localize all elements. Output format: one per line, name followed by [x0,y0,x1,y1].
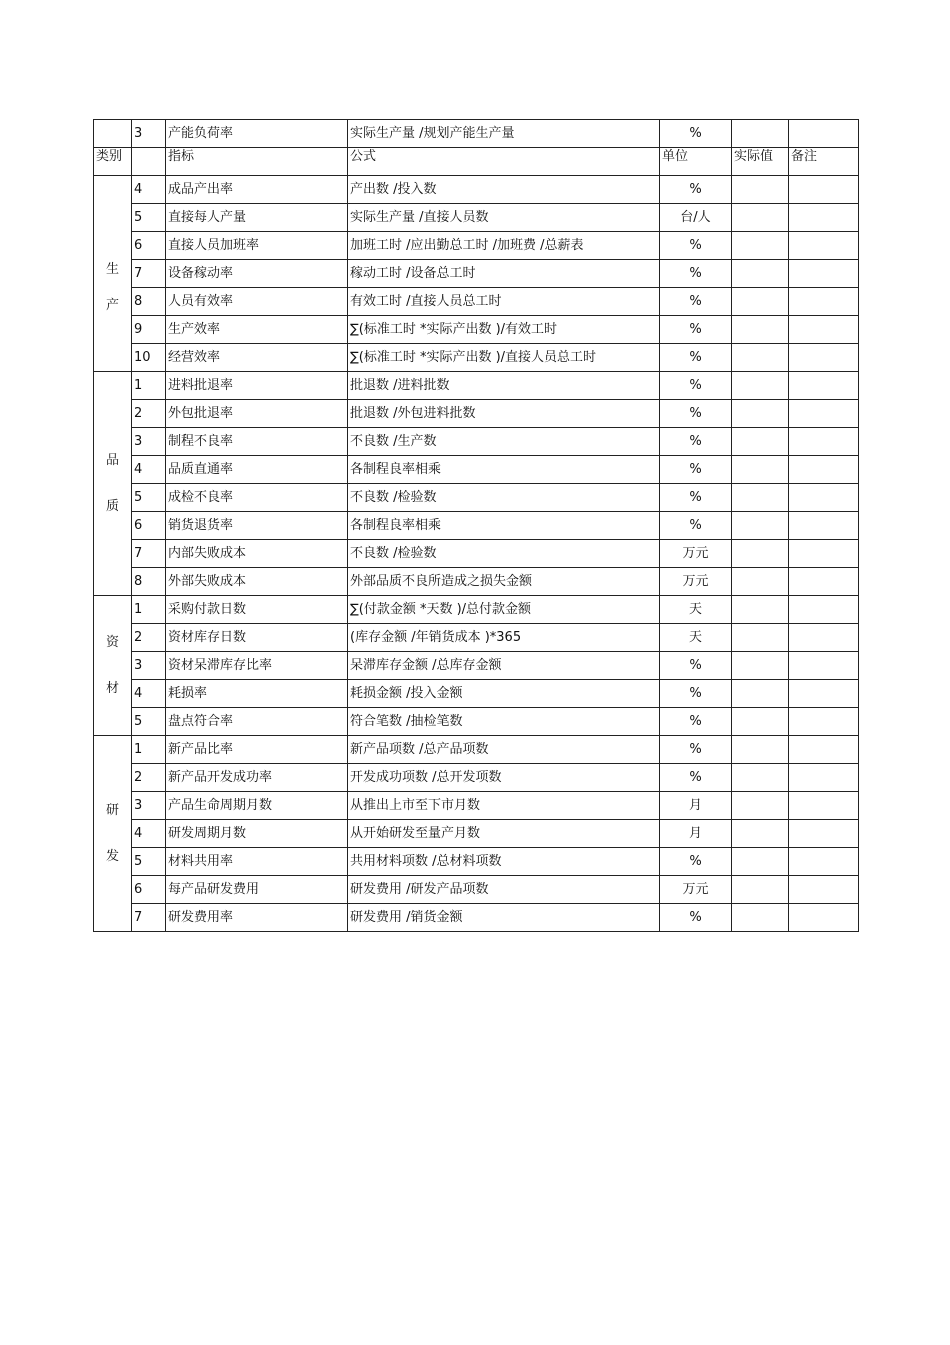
category-label [106,635,119,697]
header-indicator: 指标 [166,148,348,176]
formula-cell: 呆滞库存金额 /总库存金额 [348,652,660,680]
table-row [94,736,859,764]
unit-cell: 月 [660,792,732,820]
unit-cell: 天 [660,596,732,624]
actual-value-cell [732,400,789,428]
formula-cell: 实际生产量 /规划产能生产量 [348,120,660,148]
remark-cell [789,736,859,764]
unit-cell: % [660,736,732,764]
unit-cell: % [660,176,732,204]
actual-value-cell [732,792,789,820]
index-cell: 1 [132,596,166,624]
index-cell: 4 [132,456,166,484]
formula-cell: 不良数 /检验数 [348,484,660,512]
actual-value-cell [732,316,789,344]
table-row [94,904,859,932]
unit-cell: % [660,428,732,456]
index-cell: 4 [132,820,166,848]
actual-value-cell [732,372,789,400]
unit-cell: % [660,848,732,876]
header-category: 类别 [94,148,132,176]
table-row [94,792,859,820]
table-row [94,120,859,148]
remark-cell [789,400,859,428]
index-cell: 3 [132,428,166,456]
unit-cell: % [660,232,732,260]
remark-cell [789,624,859,652]
formula-cell: 外部品质不良所造成之损失金额 [348,568,660,596]
formula-cell: ∑(标准工时 *实际产出数 )/直接人员总工时 [348,344,660,372]
index-cell: 9 [132,316,166,344]
remark-cell [789,764,859,792]
index-cell: 7 [132,904,166,932]
actual-value-cell [732,260,789,288]
formula-cell: 符合笔数 /抽检笔数 [348,708,660,736]
indicator-cell: 产能负荷率 [166,120,348,148]
index-cell: 3 [132,792,166,820]
category-char: 品 [105,452,119,468]
remark-cell [789,596,859,624]
category-char: 研 [105,802,119,818]
unit-cell: % [660,316,732,344]
index-cell: 8 [132,288,166,316]
index-cell: 2 [132,400,166,428]
remark-cell [789,456,859,484]
table-row [94,876,859,904]
formula-cell: 批退数 /进料批数 [348,372,660,400]
table-row [94,400,859,428]
header-unit: 单位 [660,148,732,176]
formula-cell: 各制程良率相乘 [348,456,660,484]
actual-value-cell [732,232,789,260]
unit-cell: 万元 [660,540,732,568]
actual-value-cell [732,904,789,932]
table-row [94,568,859,596]
remark-cell [789,680,859,708]
formula-cell: 新产品项数 /总产品项数 [348,736,660,764]
unit-cell: 万元 [660,876,732,904]
remark-cell [789,260,859,288]
table-row [94,428,859,456]
index-cell: 5 [132,484,166,512]
indicator-cell: 研发费用率 [166,904,348,932]
unit-cell: % [660,904,732,932]
indicator-cell: 资材呆滞库存比率 [166,652,348,680]
indicator-cell: 产品生命周期月数 [166,792,348,820]
actual-value-cell [732,876,789,904]
table-row [94,848,859,876]
category-char: 质 [105,498,119,514]
formula-cell: 不良数 /生产数 [348,428,660,456]
index-cell: 5 [132,708,166,736]
actual-value-cell [732,652,789,680]
table-row [94,708,859,736]
indicator-cell: 人员有效率 [166,288,348,316]
kpi-table-body [94,120,859,932]
index-cell: 4 [132,176,166,204]
unit-cell: % [660,260,732,288]
actual-value-cell [732,708,789,736]
table-row [94,484,859,512]
indicator-cell: 直接人员加班率 [166,232,348,260]
table-row [94,820,859,848]
indicator-cell: 耗损率 [166,680,348,708]
actual-value-cell [732,288,789,316]
index-cell: 7 [132,260,166,288]
indicator-cell: 资材库存日数 [166,624,348,652]
indicator-cell: 每产品研发费用 [166,876,348,904]
indicator-cell: 新产品开发成功率 [166,764,348,792]
actual-value-cell [732,596,789,624]
table-row [94,260,859,288]
category-label [106,803,119,865]
indicator-cell: 设备稼动率 [166,260,348,288]
table-row [94,764,859,792]
actual-value-cell [732,176,789,204]
remark-cell [789,568,859,596]
formula-cell: 从推出上市至下市月数 [348,792,660,820]
actual-value-cell [732,344,789,372]
unit-cell: 天 [660,624,732,652]
table-row [94,344,859,372]
indicator-cell: 外包批退率 [166,400,348,428]
unit-cell: % [660,764,732,792]
unit-cell: % [660,456,732,484]
remark-cell [789,820,859,848]
indicator-cell: 销货退货率 [166,512,348,540]
category-cell [94,120,132,148]
index-cell: 6 [132,876,166,904]
actual-value-cell [732,680,789,708]
table-row [94,176,859,204]
table-row [94,232,859,260]
category-cell [94,372,132,596]
index-cell: 2 [132,764,166,792]
formula-cell: 开发成功项数 /总开发项数 [348,764,660,792]
table-row [94,316,859,344]
remark-cell [789,120,859,148]
actual-value-cell [732,820,789,848]
actual-value-cell [732,848,789,876]
category-cell [94,176,132,372]
formula-cell: 有效工时 /直接人员总工时 [348,288,660,316]
formula-cell: 产出数 /投入数 [348,176,660,204]
formula-cell: 研发费用 /研发产品项数 [348,876,660,904]
formula-cell: 研发费用 /销货金额 [348,904,660,932]
indicator-cell: 制程不良率 [166,428,348,456]
table-row [94,652,859,680]
table-row [94,372,859,400]
category-char: 产 [105,297,119,313]
index-cell: 5 [132,848,166,876]
index-cell: 3 [132,120,166,148]
indicator-cell: 品质直通率 [166,456,348,484]
remark-cell [789,540,859,568]
table-row [94,288,859,316]
remark-cell [789,372,859,400]
formula-cell: (库存金额 /年销货成本 )*365 [348,624,660,652]
formula-cell: 各制程良率相乘 [348,512,660,540]
header-formula: 公式 [348,148,660,176]
index-cell: 5 [132,204,166,232]
formula-cell: 批退数 /外包进料批数 [348,400,660,428]
table-row [94,624,859,652]
category-cell [94,596,132,736]
formula-cell: 从开始研发至量产月数 [348,820,660,848]
indicator-cell: 盘点符合率 [166,708,348,736]
remark-cell [789,428,859,456]
remark-cell [789,848,859,876]
remark-cell [789,512,859,540]
remark-cell [789,344,859,372]
unit-cell: % [660,708,732,736]
indicator-cell: 生产效率 [166,316,348,344]
table-row [94,596,859,624]
category-char: 资 [105,634,119,650]
remark-cell [789,204,859,232]
unit-cell: 台/人 [660,204,732,232]
remark-cell [789,232,859,260]
remark-cell [789,288,859,316]
remark-cell [789,484,859,512]
category-label [106,262,119,314]
unit-cell: 月 [660,820,732,848]
remark-cell [789,792,859,820]
table-row [94,204,859,232]
header-remark: 备注 [789,148,859,176]
header-actual: 实际值 [732,148,789,176]
actual-value-cell [732,764,789,792]
remark-cell [789,904,859,932]
header-index [132,148,166,176]
formula-cell: 加班工时 /应出勤总工时 /加班费 /总薪表 [348,232,660,260]
remark-cell [789,876,859,904]
kpi-table [93,119,859,932]
unit-cell: % [660,400,732,428]
actual-value-cell [732,568,789,596]
indicator-cell: 材料共用率 [166,848,348,876]
category-char: 材 [105,680,119,696]
table-row [94,456,859,484]
actual-value-cell [732,484,789,512]
actual-value-cell [732,204,789,232]
indicator-cell: 研发周期月数 [166,820,348,848]
table-row [94,512,859,540]
indicator-cell: 直接每人产量 [166,204,348,232]
unit-cell: % [660,344,732,372]
unit-cell: % [660,484,732,512]
index-cell: 3 [132,652,166,680]
index-cell: 4 [132,680,166,708]
indicator-cell: 进料批退率 [166,372,348,400]
index-cell: 8 [132,568,166,596]
index-cell: 2 [132,624,166,652]
index-cell: 1 [132,736,166,764]
indicator-cell: 经营效率 [166,344,348,372]
index-cell: 10 [132,344,166,372]
unit-cell: % [660,372,732,400]
indicator-cell: 新产品比率 [166,736,348,764]
formula-cell: ∑(付款金额 *天数 )/总付款金额 [348,596,660,624]
category-char: 发 [105,848,119,864]
table-row [94,680,859,708]
header-row [94,148,859,176]
unit-cell: % [660,680,732,708]
actual-value-cell [732,120,789,148]
unit-cell: % [660,512,732,540]
remark-cell [789,316,859,344]
formula-cell: 不良数 /检验数 [348,540,660,568]
formula-cell: 共用材料项数 /总材料项数 [348,848,660,876]
indicator-cell: 采购付款日数 [166,596,348,624]
unit-cell: % [660,120,732,148]
formula-cell: 耗损金额 /投入金额 [348,680,660,708]
table-row [94,540,859,568]
indicator-cell: 成检不良率 [166,484,348,512]
actual-value-cell [732,512,789,540]
actual-value-cell [732,736,789,764]
index-cell: 7 [132,540,166,568]
category-label [106,453,119,515]
formula-cell: 实际生产量 /直接人员数 [348,204,660,232]
formula-cell: ∑(标准工时 *实际产出数 )/有效工时 [348,316,660,344]
actual-value-cell [732,428,789,456]
remark-cell [789,708,859,736]
index-cell: 6 [132,232,166,260]
actual-value-cell [732,624,789,652]
unit-cell: % [660,288,732,316]
remark-cell [789,652,859,680]
remark-cell [789,176,859,204]
category-cell [94,736,132,932]
actual-value-cell [732,456,789,484]
indicator-cell: 内部失败成本 [166,540,348,568]
kpi-sheet [93,119,858,932]
indicator-cell: 外部失败成本 [166,568,348,596]
category-char: 生 [105,261,119,277]
index-cell: 6 [132,512,166,540]
index-cell: 1 [132,372,166,400]
formula-cell: 稼动工时 /设备总工时 [348,260,660,288]
unit-cell: 万元 [660,568,732,596]
unit-cell: % [660,652,732,680]
actual-value-cell [732,540,789,568]
indicator-cell: 成品产出率 [166,176,348,204]
